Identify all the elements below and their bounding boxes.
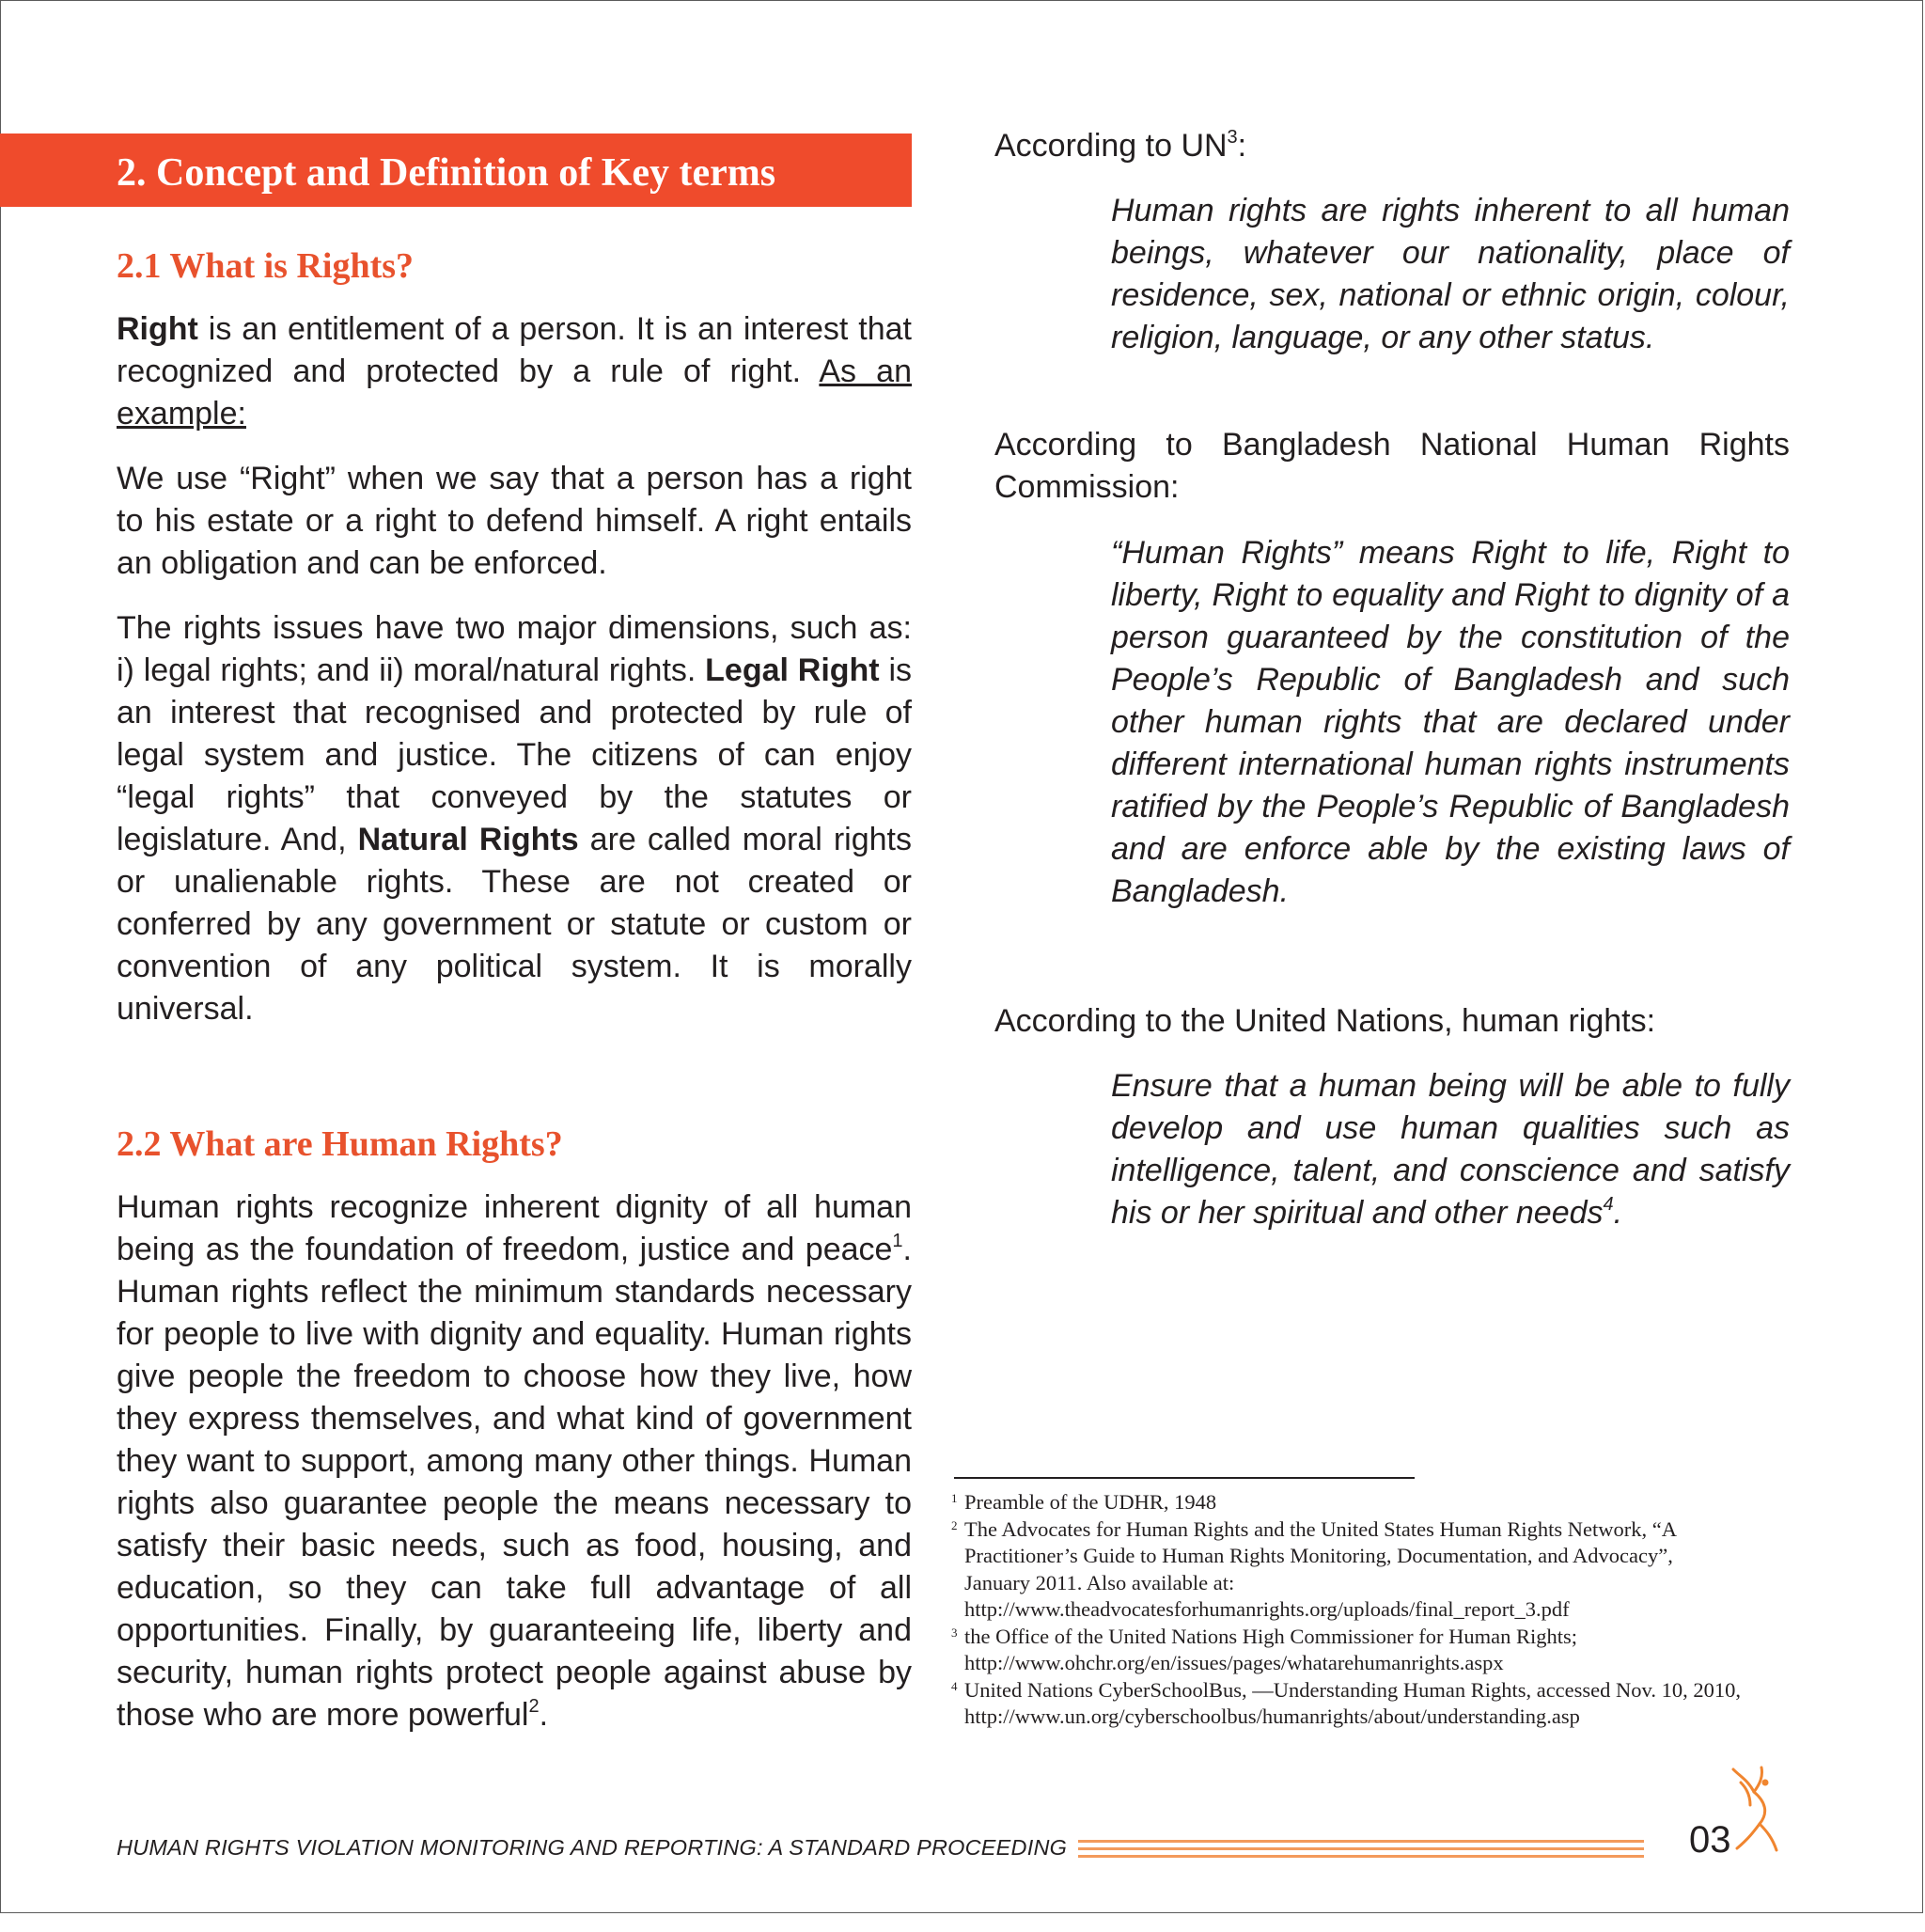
- human-rights-paragraph: Human rights recognize inherent dignity of all human being as the foundation of freedom, justice and peace$^1$. Human rights reflect the minimum standards necessary for people to live with dignity and equality. Human rights give people the freedom to choose how they live, how they express themselves, and what kind of government they want to support, among many other things. Human rights also guarantee people the means necessary to satisfy their basic needs, such as food, housing, and education, so they can take full advantage of all opportunities. Finally, by guaranteeing life, liberty and security, human rights protect people against abuse by those who are more powerful$^2$.: [117, 1189, 912, 1733]
- footnote-3: 3 the Office of the United Nations High Commissioner for Human Rights; http://www.ohchr.org/en/issues/pages/whatarehumanrights.aspx: [951, 1624, 1797, 1677]
- footer-rule-top: [1078, 1840, 1644, 1843]
- footnote-link[interactable]: http://www.ohchr.org/en/issues/pages/whatarehumanrights.aspx: [964, 1651, 1504, 1674]
- human-rights-heading: 2.2 What are Human Rights?: [117, 1124, 563, 1164]
- bnhrc-quote: “Human Rights” means Right to life, Right to liberty, Right to equality and Right to dignity of a person guaranteed by the constitution of the People’s Republic of Bangladesh and such other human rights that are declared under different international human rights instruments ratified by the People’s Republic of Bangladesh and are enforce able by the existing laws of Bangladesh.: [1111, 535, 1790, 909]
- rights-heading: 2.1 What is Rights?: [117, 246, 415, 286]
- footer-rule-middle: [1078, 1847, 1644, 1850]
- un-quote: Human rights are rights inherent to all human beings, whatever our nationality, place of residence, sex, national or ethnic origin, colour, religion, language, or any other status.: [1111, 193, 1790, 355]
- un2-quote: Ensure that a human being will be able to fully develop and use human qualities such as intelligence, talent, and conscience and satisfy his or her spiritual and other needs$^4$.: [1111, 1068, 1790, 1231]
- footer-title: HUMAN RIGHTS VIOLATION MONITORING AND REPORTING: A STANDARD PROCEEDING: [117, 1835, 1068, 1860]
- legal-right-term: Legal Right: [705, 652, 880, 688]
- footnote-link[interactable]: http://www.un.org/cyberschoolbus/humanrights/about/understanding.asp: [964, 1704, 1580, 1728]
- dancing-figure-logo-icon: [1728, 1764, 1784, 1854]
- footnote-ref-2: 2: [528, 1696, 540, 1717]
- footnote-ref-3: 3: [1227, 127, 1238, 148]
- footnotes: [951, 1489, 1797, 1731]
- page-number: 03: [1689, 1819, 1731, 1861]
- footnote-1: 1 Preamble of the UDHR, 1948: [951, 1490, 1217, 1514]
- rights-paragraph-1: Right is an entitlement of a person. It is an interest that recognized and protected by a rule of right. As an example:: [117, 311, 912, 432]
- un-intro: According to $UN^3$:: [994, 127, 1247, 164]
- rights-paragraph-2: We use “Right” when we say that a person has a right to his estate or a right to defend himself. A right entails an obligation and can be enforced.: [117, 461, 912, 581]
- footer-rule-bottom: [1078, 1855, 1644, 1858]
- un2-intro: According to the United Nations, human rights:: [994, 1003, 1656, 1039]
- footnote-ref-1: 1: [892, 1231, 903, 1251]
- footnote-2: 2 The Advocates for Human Rights and the United States Human Rights Network, “A Practitioner’s Guide to Human Rights Monitoring, Documentation, and Advocacy”, January 2011. Also available at: http://www.theadvocatesforhumanrights.org/uploads/final_report_3.pdf: [951, 1516, 1797, 1624]
- footnote-link[interactable]: http://www.theadvocatesforhumanrights.org/uploads/final_report_3.pdf: [964, 1597, 1570, 1621]
- footnote-ref-4: 4: [1603, 1194, 1614, 1215]
- natural-rights-term: Natural Rights: [357, 822, 579, 857]
- footnote-4: 4 United Nations CyberSchoolBus, ―Understanding Human Rights, accessed Nov. 10, 2010, http://www.un.org/cyberschoolbus/humanrights/about/understanding.asp: [951, 1677, 1797, 1731]
- bnhrc-intro: According to Bangladesh National Human Rights Commission:: [994, 427, 1790, 505]
- footnote-separator: [954, 1477, 1415, 1479]
- example-label: As an example:: [117, 353, 912, 432]
- section-title: 2. Concept and Definition of Key terms: [117, 151, 776, 195]
- rights-paragraph-3: The rights issues have two major dimensions, such as: i) legal rights; and ii) moral/natural rights. Legal Right is an interest that recognised and protected by rule of legal system and justice. The citizens of can enjoy “legal rights” that conveyed by the statutes or legislature. And, Natural Rights are called moral rights or unalienable rights. These are not created or conferred by any government or statute or custom or convention of any political system. It is morally universal.: [117, 610, 913, 1027]
- right-term: Right: [117, 311, 198, 347]
